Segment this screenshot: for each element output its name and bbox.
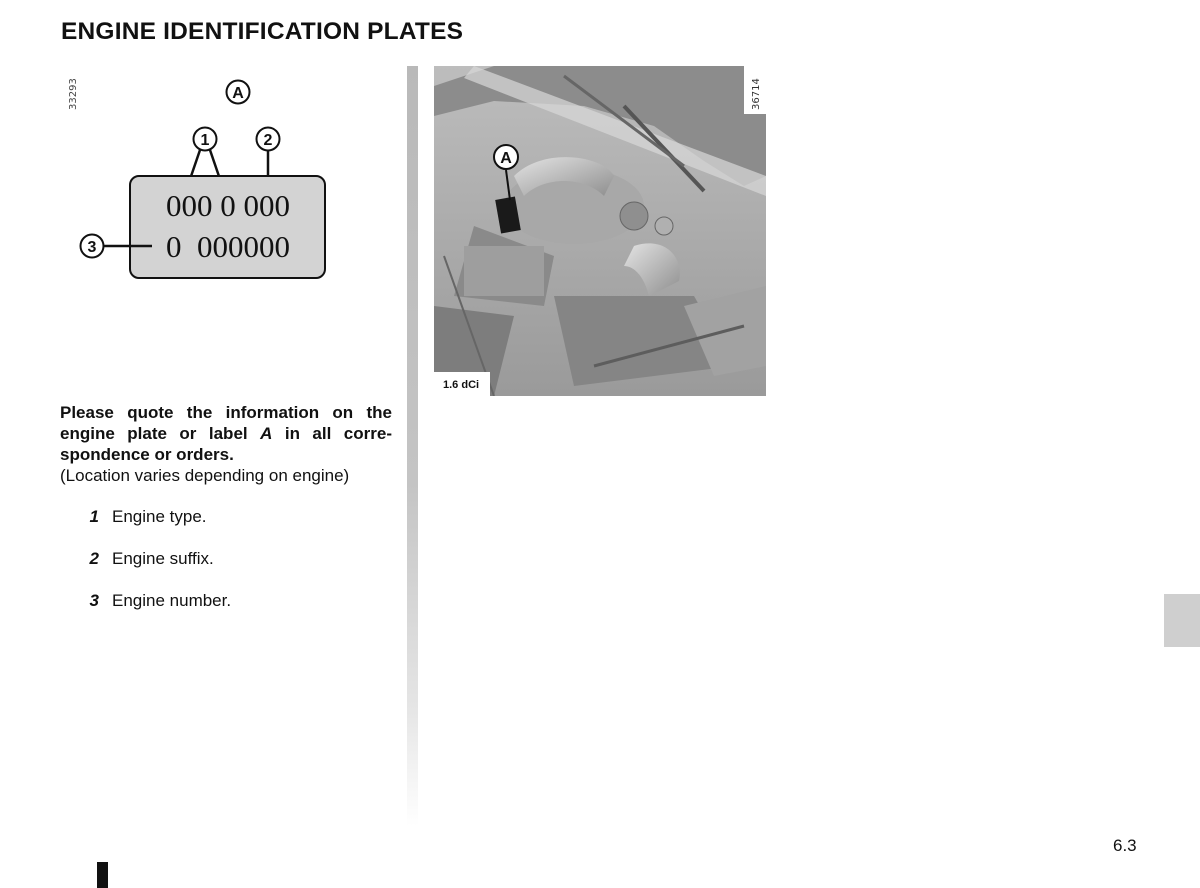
legend-item-engine-suffix (60, 549, 400, 591)
column-divider (407, 66, 418, 826)
engine-bay-photo (434, 66, 766, 396)
page-edge-mark (97, 862, 108, 888)
instructions-text-start: Please quote the information on the engine plate or label (60, 403, 392, 443)
callout-3-label: 3 (87, 239, 97, 256)
plate-line-1: 000 0 000 (166, 188, 290, 223)
legend-number: 3 (89, 591, 99, 610)
legend-text: Engine suffix. (112, 549, 214, 568)
legend-number: 2 (89, 549, 99, 568)
legend-text: Engine number. (112, 591, 232, 610)
plate-line-2: 0 000000 (166, 229, 290, 264)
photo-reference-number: 36714 (751, 78, 762, 110)
callout-2-label: 2 (263, 132, 273, 149)
photo-caption: 1.6 dCi (443, 379, 480, 391)
legend-number: 1 (89, 507, 99, 526)
legend-item-engine-type (60, 507, 400, 549)
instructions-block (60, 402, 392, 486)
label-reference-italic: A (260, 424, 273, 443)
engine-plate-diagram (60, 66, 390, 296)
legend-list (60, 507, 400, 633)
section-tab-marker (1164, 594, 1200, 647)
diagram-reference-number: 33293 (68, 78, 79, 110)
photo-callout-a-label: A (500, 150, 512, 167)
legend-text: Engine type. (112, 507, 207, 526)
photo-callout-a (494, 145, 518, 169)
page-title: ENGINE IDENTIFICATION PLATES (61, 18, 464, 45)
page-number: 6.3 (1113, 836, 1137, 855)
callout-a-marker (227, 81, 250, 104)
legend-item-engine-number (60, 591, 400, 633)
instructions-text-end: in all correspondence or orders. (60, 424, 392, 464)
callout-1-label: 1 (200, 132, 210, 149)
location-note: (Location varies depending on engine) (60, 466, 350, 485)
instructions-paragraph (60, 402, 392, 465)
callout-a-label: A (232, 85, 244, 102)
